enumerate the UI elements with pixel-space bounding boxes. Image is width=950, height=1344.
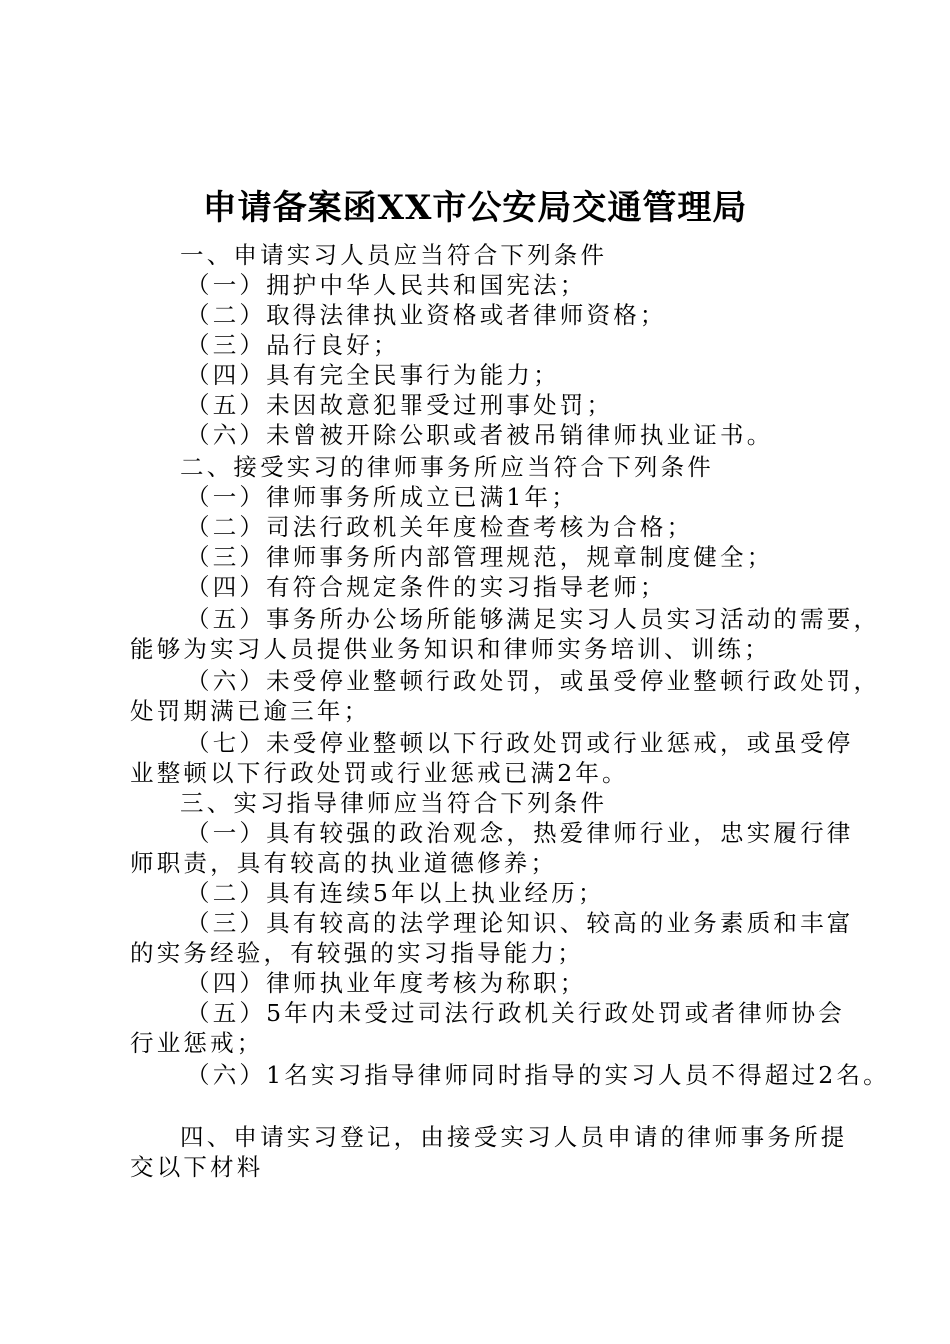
list-item: （二）具有连续5年以上执业经历； xyxy=(186,879,605,907)
list-item: （六）未受停业整顿行政处罚，或虽受停业整顿行政处罚， xyxy=(186,667,881,695)
list-item-continuation: 处罚期满已逾三年； xyxy=(130,697,371,725)
list-item: （四）律师执业年度考核为称职； xyxy=(186,969,587,997)
list-item: （二）取得法律执业资格或者律师资格； xyxy=(186,301,667,329)
list-item: （五）事务所办公场所能够满足实习人员实习活动的需要， xyxy=(186,605,881,633)
list-item: （四）有符合规定条件的实习指导老师； xyxy=(186,573,667,601)
list-item-continuation: 能够为实习人员提供业务知识和律师实务培训、训练； xyxy=(130,635,771,663)
list-item: （一）律师事务所成立已满1年； xyxy=(186,483,578,511)
section-heading-continuation: 交以下材料 xyxy=(130,1153,264,1181)
list-item: （七）未受停业整顿以下行政处罚或行业惩戒，或虽受停 xyxy=(186,729,854,757)
list-item: （三）具有较高的法学理论知识、较高的业务素质和丰富 xyxy=(186,909,854,937)
list-item-continuation: 行业惩戒； xyxy=(130,1029,264,1057)
list-item: （三）品行良好； xyxy=(186,331,400,359)
section-heading-1: 一、申请实习人员应当符合下列条件 xyxy=(180,241,608,269)
document-title: 申请备案函XX市公安局交通管理局 xyxy=(202,188,748,228)
list-item: （一）拥护中华人民共和国宪法； xyxy=(186,271,587,299)
list-item: （二）司法行政机关年度检查考核为合格； xyxy=(186,513,694,541)
section-heading-4: 四、申请实习登记，由接受实习人员申请的律师事务所提 xyxy=(180,1123,848,1151)
section-heading-3: 三、实习指导律师应当符合下列条件 xyxy=(180,789,608,817)
list-item: （一）具有较强的政治观念，热爱律师行业，忠实履行律 xyxy=(186,819,854,847)
list-item-continuation: 师职责，具有较高的执业道德修养； xyxy=(130,849,558,877)
list-item: （六）未曾被开除公职或者被吊销律师执业证书。 xyxy=(186,421,774,449)
list-item-continuation: 的实务经验，有较强的实习指导能力； xyxy=(130,939,584,967)
list-item: （三）律师事务所内部管理规范，规章制度健全； xyxy=(186,543,774,571)
list-item: （六）1名实习指导律师同时指导的实习人员不得超过2名。 xyxy=(186,1061,890,1089)
list-item: （四）具有完全民事行为能力； xyxy=(186,361,560,389)
list-item-continuation: 业整顿以下行政处罚或行业惩戒已满2年。 xyxy=(130,759,629,787)
section-heading-2: 二、接受实习的律师事务所应当符合下列条件 xyxy=(180,453,714,481)
list-item: （五）5年内未受过司法行政机关行政处罚或者律师协会 xyxy=(186,999,845,1027)
list-item: （五）未因故意犯罪受过刑事处罚； xyxy=(186,391,614,419)
